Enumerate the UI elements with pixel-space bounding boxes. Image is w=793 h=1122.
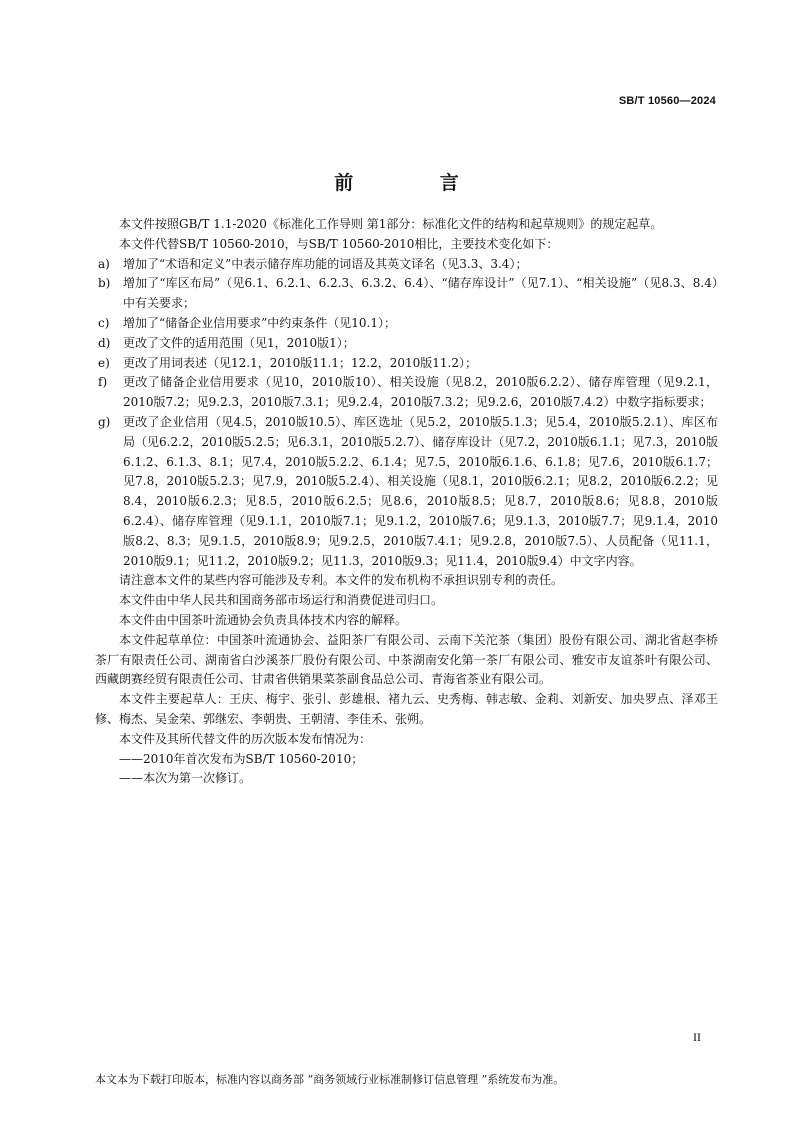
history-item: ——2010年首次发布为SB/T 10560-2010； <box>119 751 364 766</box>
list-item-label: a) <box>98 256 110 271</box>
paragraph-structure: 本文件按照GB/T 1.1-2020《标准化工作导则 第1部分：标准化文件的结构和起草规则》的规定起草。 <box>119 217 663 231</box>
list-item-text: 增加了“库区布局”（见6.1、6.2.1、6.2.3、6.3.2、6.4）、“储存库设计”（见7.1）、“相关设施”（见8.3、8.4）中有关要求； <box>123 276 718 311</box>
paragraph-interpreter: 本文件由中国茶叶流通协会负责具体技术内容的解释。 <box>119 612 408 627</box>
paragraph-patent: 请注意本文件的某些内容可能涉及专利。本文件的发布机构不承担识别专利的责任。 <box>119 573 564 588</box>
list-item-label: d) <box>98 335 111 350</box>
list-item-label: f) <box>98 375 108 390</box>
list-item <box>95 373 718 413</box>
list-item-text: 增加了“储备企业信用要求”中约束条件（见10.1）； <box>123 315 396 330</box>
list-item-text: 更改了企业信用（见4.5，2010版10.5）、库区选址（见5.2，2010版5.1.3；见5.4，2010版5.2.1）、库区布局（见6.2.2，2010版5.2.5；见6.3.1，2010版5.2.7）、储存库设计（见7.2，2010版6.1.1；见7.3，2010版6.1.2、6.1.3、8.1；见7.4，2010版5.2.2、6.1.4；见7.5，2010版6.1.6、6.1.8；见7.6，2010版6.1.7；见7.8，2010版5.2.3；见7.9，2010版5.2.4）、相关设施（见8.1，2010版6.2.1；见8.2，2010版6.2.2；见8.4，2010版6.2.3；见8.5，2010版6.2.5；见8.6，2010版8.5；见8.7，2010版8.6；见8.8，2010版6.2.4）、储存库管理（见9.1.1，2010版7.1；见9.1.2，2010版7.6；见9.1.3，2010版7.7；见9.1.4，2010版8.2、8.3；见9.1.5，2010版8.9；见9.2.5，2010版7.4.1；见9.2.8，2010版7.5）、人员配备（见11.1，2010版9.1；见11.2，2010版9.2；见11.3，2010版9.3；见11.4，2010版9.4）中文字内容。 <box>123 414 718 568</box>
list-item-text: 更改了储备企业信用要求（见10，2010版10）、相关设施（见8.2，2010版6.2.2）、储存库管理（见9.2.1，2010版7.2；见9.2.3，2010版7.3.1；见9.2.4，2010版7.3.2；见9.2.6，2010版7.4.2）中数字指标要求； <box>123 375 718 410</box>
paragraph-drafters: 本文件主要起草人：王庆、梅宇、张引、彭雄根、褚九云、史秀梅、韩志敏、金莉、刘新安、加央罗点、泽邓王修、梅杰、吴金荣、郭继宏、李朝贵、王朝清、李佳禾、张朔。 <box>95 692 718 726</box>
list-item-text: 更改了用词表述（见12.1，2010版11.1；12.2，2010版11.2）； <box>123 355 477 370</box>
paragraph-proposer: 本文件由中华人民共和国商务部市场运行和消费促进司归口。 <box>119 593 444 608</box>
list-item-text: 增加了“术语和定义”中表示储存库功能的词语及其英文译名（见3.3、3.4）； <box>123 256 528 271</box>
list-item <box>95 274 718 314</box>
paragraph-replacement: 本文件代替SB/T 10560-2010，与SB/T 10560-2010相比，主要技术变化如下： <box>119 236 559 251</box>
history-item: ——本次为第一次修订。 <box>119 771 252 786</box>
list-item-text: 更改了文件的适用范围（见1，2010版1）； <box>123 335 355 350</box>
standard-code: SB/T 10560—2024 <box>618 95 716 107</box>
list-item-label: g) <box>98 414 111 429</box>
list-item-label: c) <box>98 315 110 330</box>
list-item <box>95 255 718 275</box>
foreword-body <box>95 215 718 789</box>
list-item <box>95 413 718 571</box>
paragraph-history-intro: 本文件及其所代替文件的历次版本发布情况为： <box>119 731 372 746</box>
page-number: II <box>693 1030 701 1044</box>
list-item-label: e) <box>98 355 110 370</box>
list-item <box>95 314 718 334</box>
list-item <box>95 354 718 374</box>
page-title: 前 言 <box>334 172 499 194</box>
list-item-label: b) <box>98 276 111 291</box>
list-item <box>95 334 718 354</box>
paragraph-drafting-units: 本文件起草单位：中国茶叶流通协会、益阳茶厂有限公司、云南下关沱茶（集团）股份有限公司、湖北省赵李桥茶厂有限责任公司、湖南省白沙溪茶厂股份有限公司、中茶湖南安化第一茶厂有限公司、雅安市友谊茶叶有限公司、西藏朗赛经贸有限责任公司、甘肃省供销果菜茶副食品总公司、青海省茶业有限公司。 <box>95 632 718 687</box>
footer-note: 本文本为下载打印版本，标准内容以商务部 “商务领域行业标准制修订信息管理 ”系统发布为准。 <box>95 1073 565 1086</box>
